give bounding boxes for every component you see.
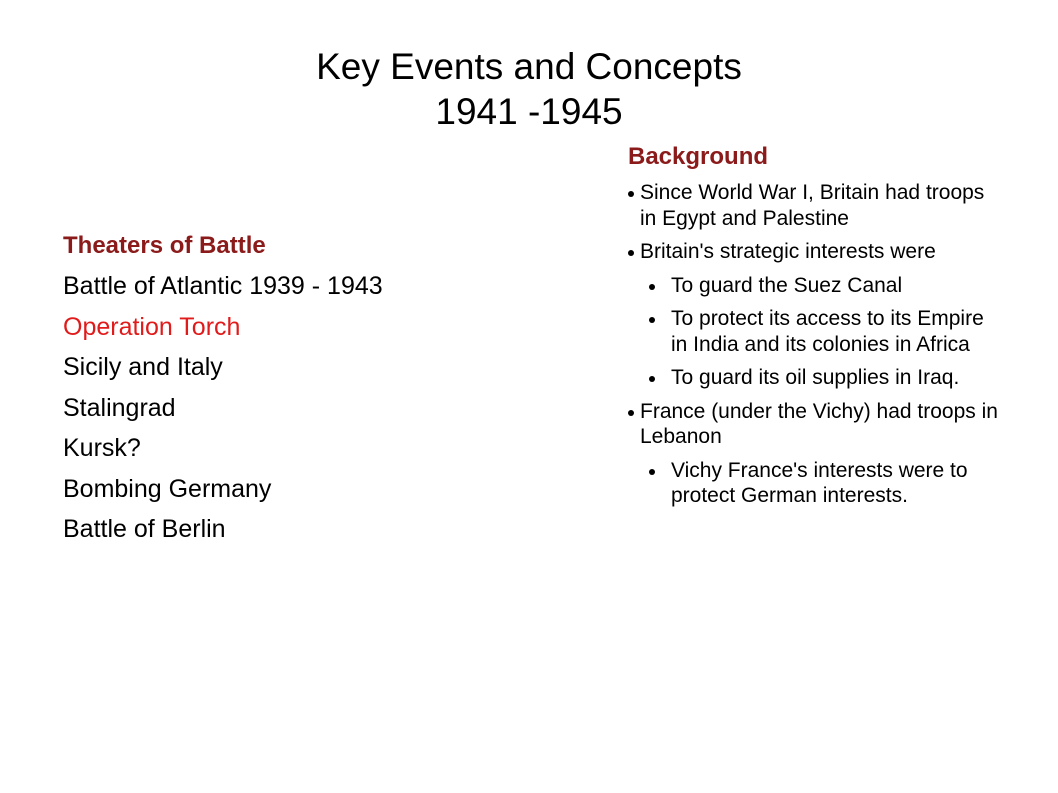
title-line-1: Key Events and Concepts <box>316 46 742 87</box>
bullet-icon <box>649 376 655 382</box>
slide-title <box>0 44 1058 134</box>
theater-item-berlin: Battle of Berlin <box>63 515 226 543</box>
bullet-text: Vichy France's interests were to protect German interests. <box>671 458 968 507</box>
bullet-icon <box>628 191 634 197</box>
sub-bullet-item <box>628 306 998 357</box>
theater-item-stalingrad: Stalingrad <box>63 393 176 422</box>
theater-item-torch: Operation Torch <box>63 312 241 341</box>
bullet-text: Since World War I, Britain had troops in Egypt and Palestine <box>640 181 985 230</box>
theater-item-atlantic: Battle of Atlantic 1939 - 1943 <box>63 272 383 300</box>
theaters-heading: Theaters of Battle <box>63 232 266 259</box>
bullet-icon <box>628 250 634 256</box>
bullet-icon <box>649 284 655 290</box>
background-list <box>628 180 998 509</box>
theater-item-bombing: Bombing Germany <box>63 474 272 503</box>
theater-item-kursk: Kursk? <box>63 434 141 462</box>
bullet-icon <box>649 469 655 475</box>
bullet-text: To protect its access to its Empire in India and its colonies in Africa <box>671 307 984 356</box>
bullet-text: To guard the Suez Canal <box>671 273 903 297</box>
sub-bullet-item <box>628 458 998 509</box>
title-line-2: 1941 -1945 <box>435 91 623 132</box>
theater-item-sicily: Sicily and Italy <box>63 353 223 381</box>
bullet-icon <box>628 410 634 416</box>
bullet-text: To guard its oil supplies in Iraq. <box>671 366 960 389</box>
bullet-item <box>628 239 998 265</box>
bullet-text: Britain's strategic interests were <box>640 240 936 263</box>
sub-bullet-item <box>628 273 998 299</box>
sub-bullet-item <box>628 365 998 391</box>
bullet-item <box>628 180 998 231</box>
background-heading: Background <box>628 143 769 170</box>
bullet-icon <box>649 317 655 323</box>
bullet-text: France (under the Vichy) had troops in Lebanon <box>640 399 998 448</box>
theaters-section <box>63 226 583 550</box>
background-section <box>628 140 998 517</box>
bullet-item <box>628 399 998 450</box>
